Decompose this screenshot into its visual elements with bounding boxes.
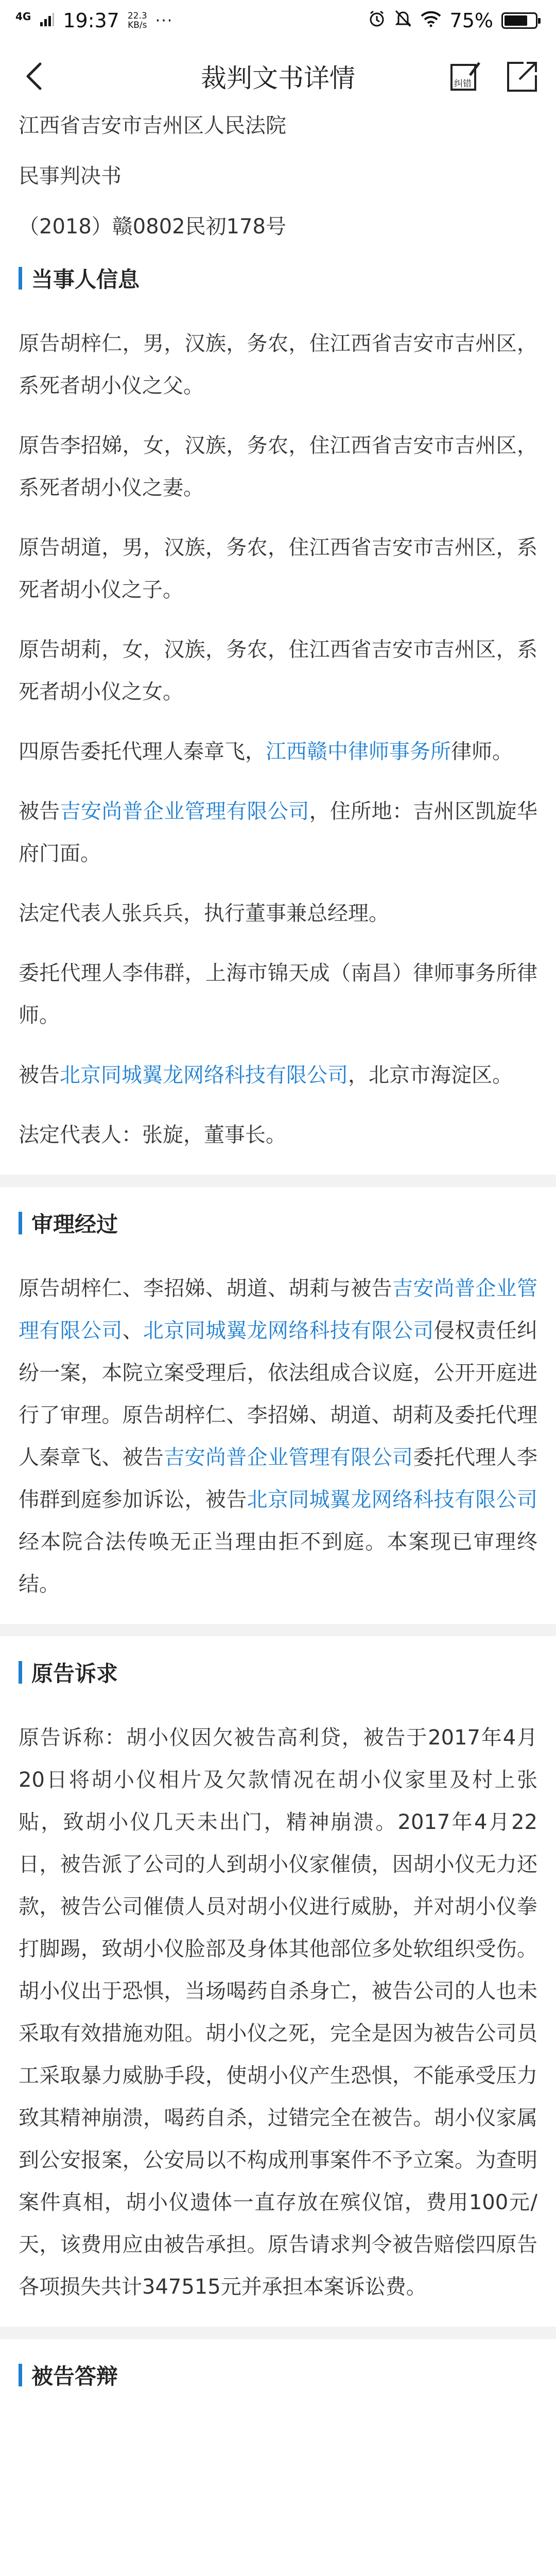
status-bar <box>0 0 556 41</box>
section-defense-header <box>19 2360 537 2391</box>
party-legal-rep-1: 法定代表人张兵兵，执行董事兼总经理。 <box>19 902 389 925</box>
error-report-label: 纠错 <box>454 79 472 89</box>
status-time: 19:37 <box>63 9 119 32</box>
section-claims-header <box>19 1657 537 1688</box>
section-trial-header <box>19 1208 537 1239</box>
section-title: 原告诉求 <box>31 1661 118 1686</box>
law-firm-link[interactable]: 江西赣中律师事务所 <box>266 740 451 764</box>
company-link[interactable]: 吉安尚普企业管理有限公司 <box>19 1277 537 1343</box>
battery-level <box>505 15 527 26</box>
alarm-icon <box>368 9 386 32</box>
more-notifications-icon: ··· <box>155 11 173 30</box>
section-marker <box>19 1661 22 1684</box>
mute-icon <box>394 9 412 32</box>
back-button[interactable] <box>19 61 49 92</box>
network-speed: 22.3 KB/s <box>127 11 147 30</box>
court-name: 江西省吉安市吉州区人民法院 <box>19 114 286 138</box>
wifi-icon <box>420 9 442 32</box>
section-marker <box>19 1212 22 1234</box>
party-plaintiff-4: 原告胡莉，女，汉族，务农，住江西省吉安市吉州区，系死者胡小仪之女。 <box>19 638 537 704</box>
party-defendant-agent: 委托代理人李伟群，上海市锦天成（南昌）律师事务所律师。 <box>19 961 537 1027</box>
error-report-button[interactable] <box>448 58 484 94</box>
section-divider <box>0 1175 556 1187</box>
section-divider <box>0 2327 556 2339</box>
page-title: 裁判文书详情 <box>201 63 355 93</box>
app-header <box>0 41 556 111</box>
network-type: 4G <box>15 10 31 23</box>
section-divider <box>0 1624 556 1636</box>
party-defendant-1: 被告吉安尚普企业管理有限公司，住所地：吉州区凯旋华府门面。 <box>19 800 538 866</box>
document-content <box>0 111 556 2391</box>
case-number: （2018）赣0802民初178号 <box>19 215 286 239</box>
status-left <box>15 9 173 32</box>
party-legal-rep-2: 法定代表人：张旋，董事长。 <box>19 1123 286 1147</box>
trial-text: 原告胡梓仁、李招娣、胡道、胡莉与被告吉安尚普企业管理有限公司、北京同城翼龙网络科技有限公司侵权责任纠纷一案，本院立案受理后，依法组成合议庭，公开开庭进行了审理。原告胡梓仁、李招娣、胡道、胡莉及委托代理人秦章飞、被告吉安尚普企业管理有限公司委托代理人李伟群到庭参加诉讼，被告北京同城翼龙网络科技有限公司经本院合法传唤无正当理由拒不到庭。本案现已审理终结。 <box>19 1277 538 1596</box>
company-link[interactable]: 吉安尚普企业管理有限公司 <box>60 800 309 823</box>
party-defendant-2: 被告北京同城翼龙网络科技有限公司，北京市海淀区。 <box>19 1063 513 1087</box>
share-icon <box>506 60 539 93</box>
section-title: 被告答辩 <box>31 2364 118 2389</box>
party-plaintiff-2: 原告李招娣，女，汉族，务农，住江西省吉安市吉州区，系死者胡小仪之妻。 <box>19 434 537 500</box>
section-marker <box>19 2364 22 2386</box>
company-link[interactable]: 北京同城翼龙网络科技有限公司 <box>143 1319 434 1343</box>
share-button[interactable] <box>505 58 541 94</box>
chevron-left-icon <box>25 62 43 91</box>
company-link[interactable]: 北京同城翼龙网络科技有限公司 <box>247 1488 538 1512</box>
header-actions <box>448 58 541 94</box>
battery-icon <box>501 12 537 29</box>
party-agent: 四原告委托代理人秦章飞，江西赣中律师事务所律师。 <box>19 740 513 764</box>
party-plaintiff-3: 原告胡道，男，汉族，务农，住江西省吉安市吉州区，系死者胡小仪之子。 <box>19 536 537 602</box>
company-link[interactable]: 吉安尚普企业管理有限公司 <box>164 1446 413 1469</box>
battery-percent: 75% <box>449 9 493 32</box>
signal-icon <box>39 9 55 32</box>
document-type: 民事判决书 <box>19 164 121 188</box>
status-right <box>368 9 537 32</box>
claims-text: 原告诉称：胡小仪因欠被告高利贷，被告于2017年4月20日将胡小仪相片及欠款情况在胡小仪家里及村上张贴，致胡小仪几天未出门，精神崩溃。2017年4月22日，被告派了公司的人到胡小仪家催债，因胡小仪无力还款，被告公司催债人员对胡小仪进行威胁，并对胡小仪拳打脚踢，致胡小仪脸部及身体其他部位多处软组织受伤。胡小仪出于恐惧，当场喝药自杀身亡，被告公司的人也未采取有效措施劝阻。胡小仪之死，完全是因为被告公司员工采取暴力威胁手段，使胡小仪产生恐惧，不能承受压力致其精神崩溃，喝药自杀，过错完全在被告。胡小仪家属到公安报案，公安局以不构成刑事案件不予立案。为查明案件真相，胡小仪遗体一直存放在殡仪馆，费用100元/天，该费用应由被告承担。原告请求判令被告赔偿四原告各项损失共计347515元并承担本案诉讼费。 <box>19 1726 537 2299</box>
party-plaintiff-1: 原告胡梓仁，男，汉族，务农，住江西省吉安市吉州区，系死者胡小仪之父。 <box>19 332 537 398</box>
section-marker <box>19 267 22 290</box>
section-title: 当事人信息 <box>31 267 140 292</box>
section-parties-header <box>19 263 537 294</box>
section-title: 审理经过 <box>31 1212 118 1237</box>
company-link[interactable]: 北京同城翼龙网络科技有限公司 <box>60 1063 348 1087</box>
